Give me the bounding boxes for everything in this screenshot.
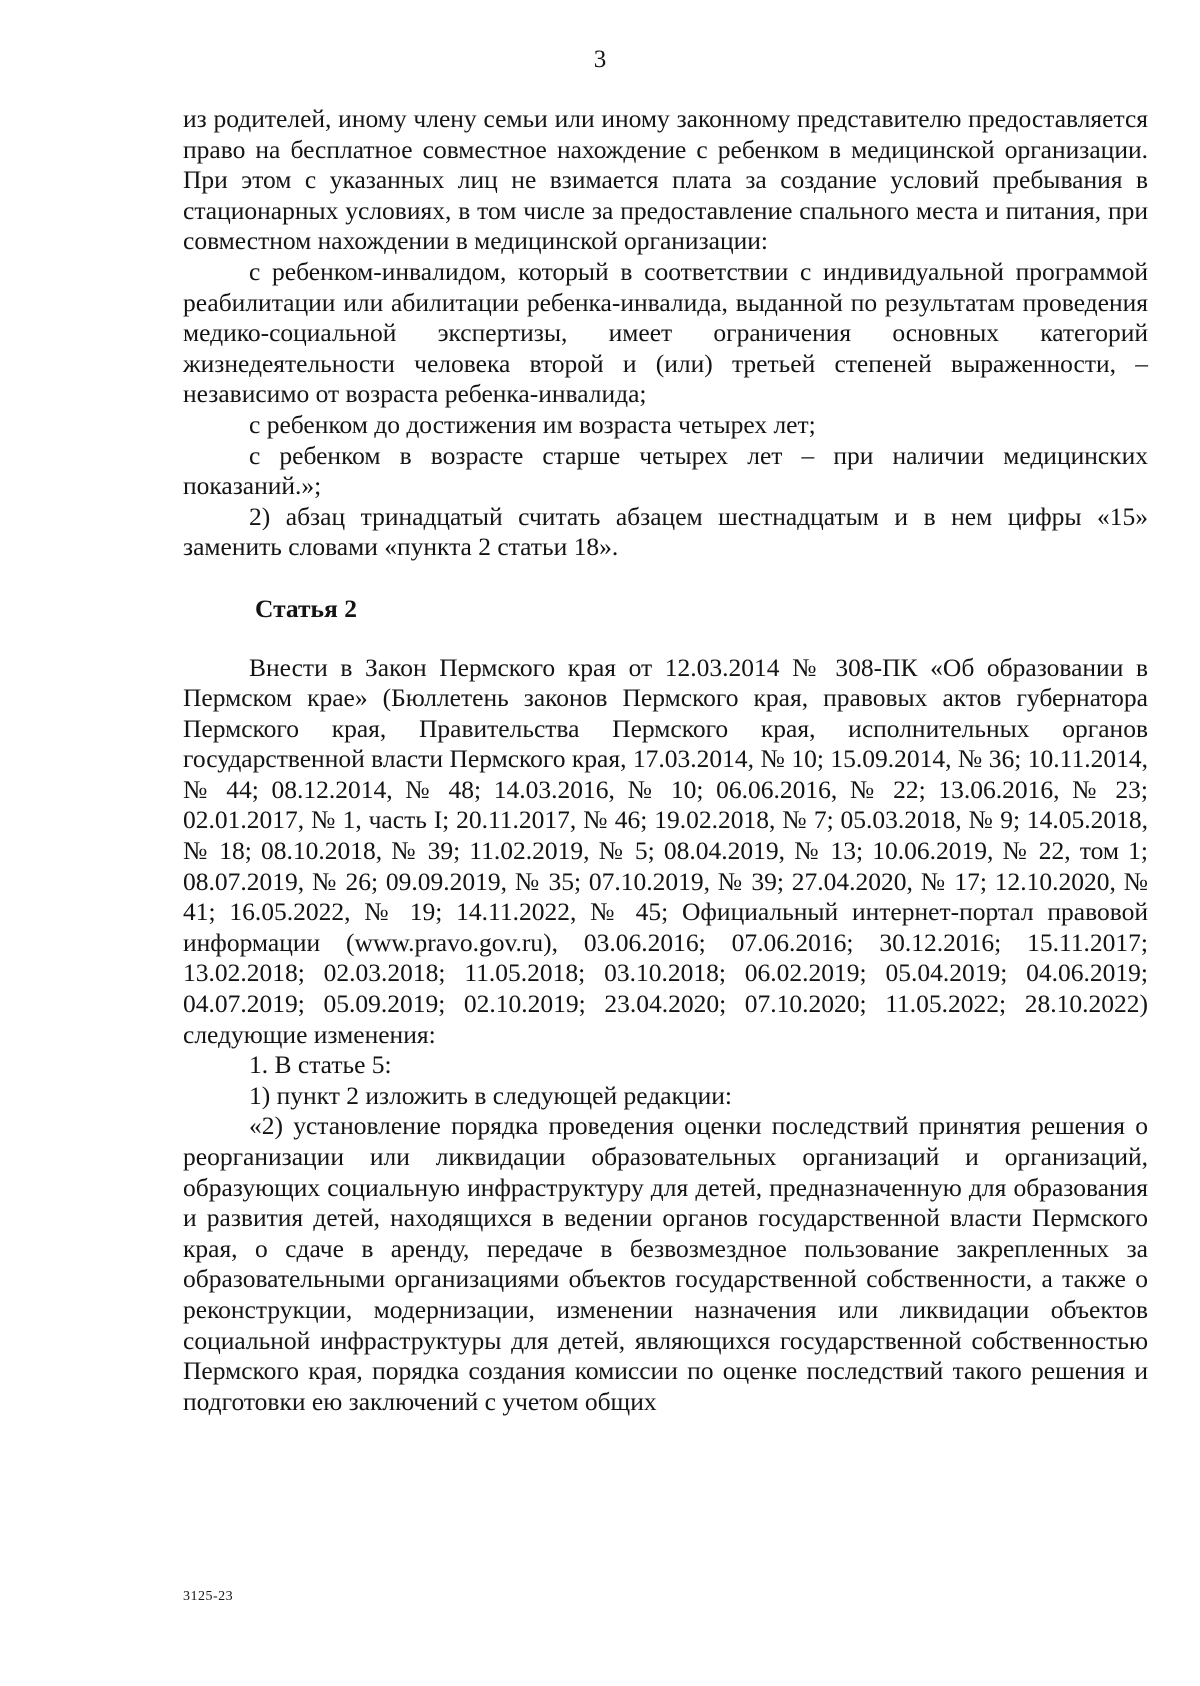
- paragraph-amendment-intro: Внести в Закон Пермского края от 12.03.2014 № 308-ПК «Об образовании в Пермском крае» (Бюллетень законов Пермского края, правовых актов губернатора Пермского края, Правительства Пермского края, исполнительных органов государственной власти Пермского края, 17.03.2014, № 10; 15.09.2014, № 36; 10.11.2014, № 44; 08.12.2014, № 48; 14.03.2016, № 10; 06.06.2016, № 22; 13.06.2016, № 23; 02.01.2017, № 1, часть I; 20.11.2017, № 46; 19.02.2018, № 7; 05.03.2018, № 9; 14.05.2018, № 18; 08.10.2018, № 39; 11.02.2019, № 5; 08.04.2019, № 13; 10.06.2019, № 22, том 1; 08.07.2019, № 26; 09.09.2019, № 35; 07.10.2019, № 39; 27.04.2020, № 17; 12.10.2020, № 41; 16.05.2022, № 19; 14.11.2022, № 45; Официальный интернет-портал правовой информации (www.pravo.gov.ru), 03.06.2016; 07.06.2016; 30.12.2016; 15.11.2017; 13.02.2018; 02.03.2018; 11.05.2018; 03.10.2018; 06.02.2019; 05.04.2019; 04.06.2019; 04.07.2019; 05.09.2019; 02.10.2019; 23.04.2020; 07.10.2020; 11.05.2022; 28.10.2022) следующие изменения:: [183, 652, 1148, 1049]
- article-heading: Статья 2: [255, 593, 357, 623]
- paragraph-child-over-four: с ребенком в возрасте старше четырех лет – при наличии медицинских показаний.»;: [183, 440, 1148, 501]
- paragraph-child-under-four: с ребенком до достижения им возраста четырех лет;: [249, 409, 816, 439]
- paragraph-item-2: 2) абзац тринадцатый считать абзацем шестнадцатым и в нем цифры «15» заменить словами «пункта 2 статьи 18».: [183, 501, 1148, 562]
- document-body: [183, 104, 1148, 1417]
- paragraph-new-point-2: «2) установление порядка проведения оценки последствий принятия решения о реорганизации или ликвидации образовательных организаций и организаций, образующих социальную инфраструктуру для детей, предназначенную для образования и развития детей, находящихся в ведении органов государственной власти Пермского края, о сдаче в аренду, передаче в безвозмездное пользование закрепленных за образовательными организациями объектов государственной собственности, а также о реконструкции, модернизации, изменении назначения или ликвидации объектов социальной инфраструктуры для детей, являющихся государственной собственностью Пермского края, порядка создания комиссии по оценке последствий такого решения и подготовки ею заключений с учетом общих: [183, 1111, 1148, 1416]
- paragraph-continuation: из родителей, иному члену семьи или иному законному представителю предоставляется право на бесплатное совместное нахождение с ребенком в медицинской организации. При этом с указанных лиц не взимается плата за создание условий пребывания в стационарных условиях, в том числе за предоставление спального места и питания, при совместном нахождении в медицинской организации:: [183, 104, 1148, 256]
- footer-document-code: 3125-23: [183, 1589, 234, 1604]
- page-number: 3: [593, 46, 607, 73]
- paragraph-point-2: 1) пункт 2 изложить в следующей редакции:: [249, 1080, 732, 1110]
- paragraph-disabled-child: с ребенком-инвалидом, который в соответствии с индивидуальной программой реабилитации или абилитации ребенка-инвалида, выданной по результатам проведения медико-социальной экспертизы, имеет ограничения основных категорий жизнедеятельности человека второй и (или) третьей степеней выраженности, – независимо от возраста ребенка-инвалида;: [183, 256, 1148, 409]
- paragraph-article-5: 1. В статье 5:: [249, 1050, 392, 1080]
